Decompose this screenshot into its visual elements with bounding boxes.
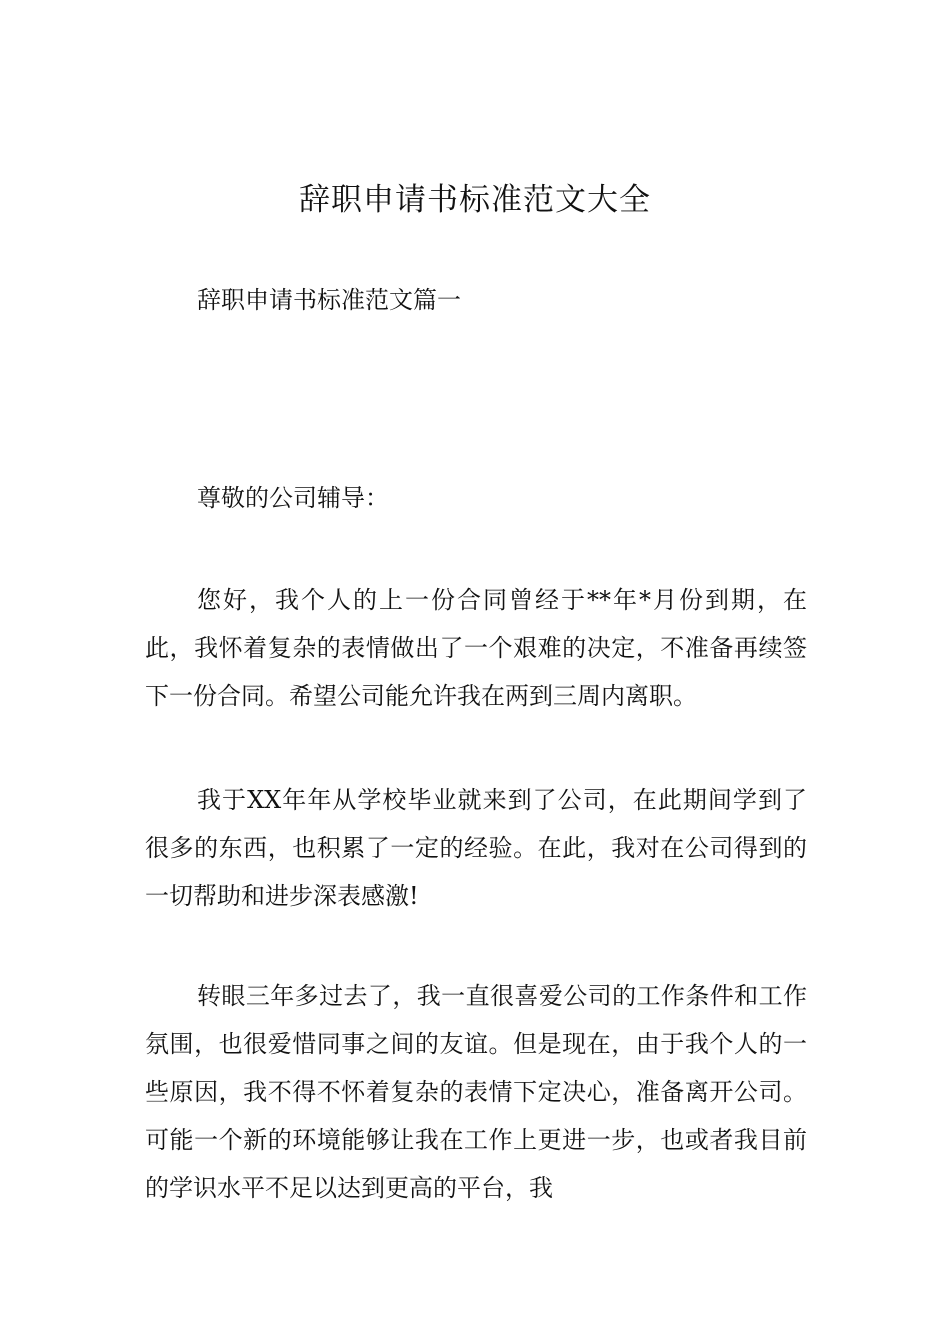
body-paragraph: 您好，我个人的上一份合同曾经于**年*月份到期，在此，我怀着复杂的表情做出了一个艰难的决定，不准备再续签下一份合同。希望公司能允许我在两到三周内离职。 [145,586,807,710]
body-paragraph: 转眼三年多过去了，我一直很喜爱公司的工作条件和工作氛围，也很爱惜同事之间的友谊。但是现在，由于我个人的一些原因，我不得不怀着复杂的表情下定决心，准备离开公司。可能一个新的环境能够让我在工作上更进一步，也或者我目前的学识水平不足以达到更高的平台，我 [145,982,807,1202]
section-heading: 辞职申请书标准范文篇一 [197,286,461,314]
document-title: 辞职申请书标准范文大全 [299,182,651,218]
salutation: 尊敬的公司辅导： [197,484,389,512]
body-paragraph: 我于XX年年从学校毕业就来到了公司，在此期间学到了很多的东西，也积累了一定的经验。在此，我对在公司得到的一切帮助和进步深表感激! [145,786,807,910]
